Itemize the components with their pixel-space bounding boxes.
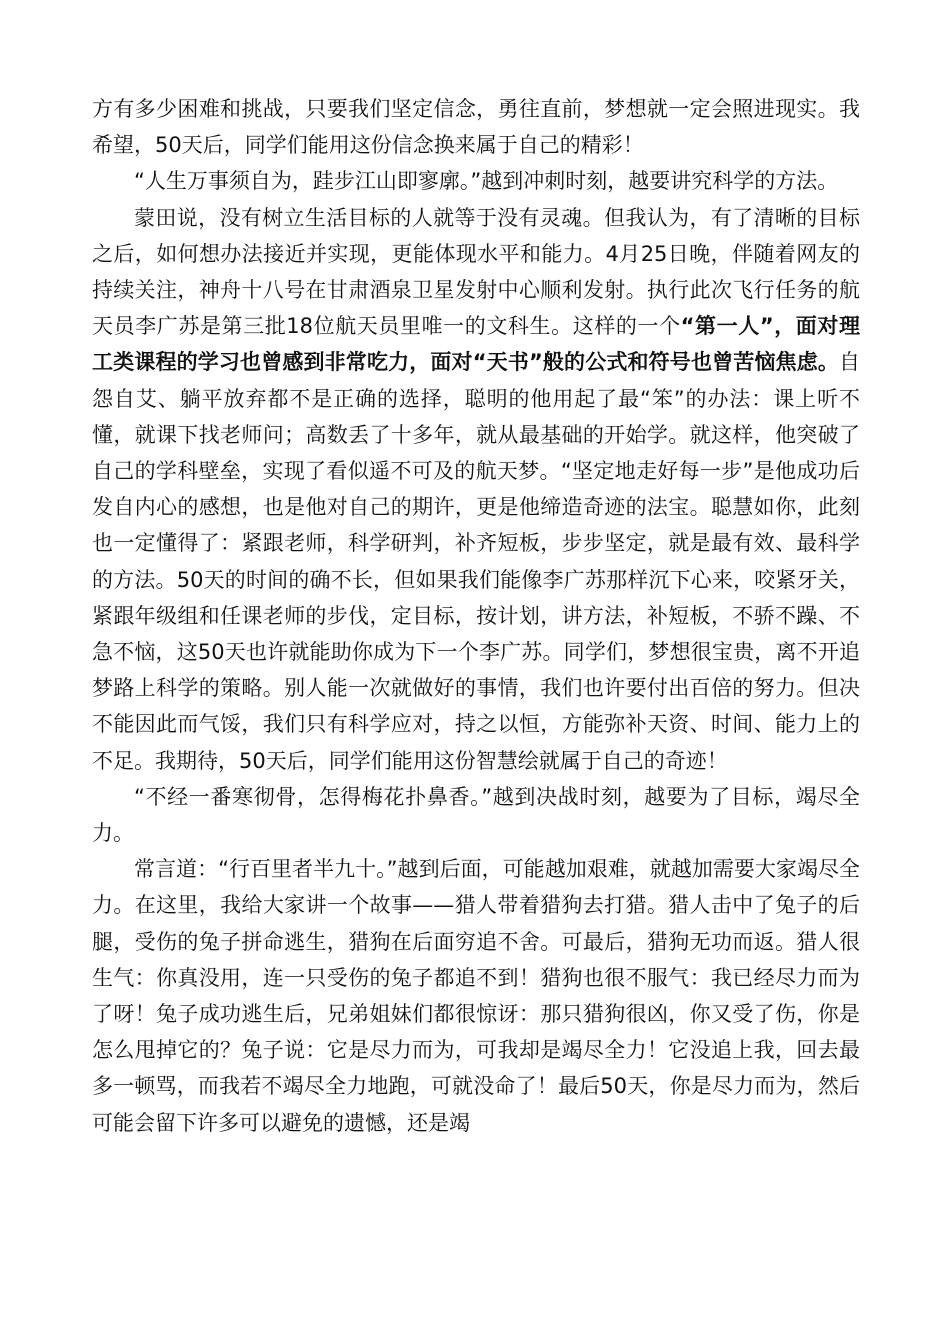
paragraph-quote-effort xyxy=(92,779,860,851)
paragraph-continuation xyxy=(92,91,860,163)
paragraph-quote-method xyxy=(92,163,860,199)
paragraph-hunter-story xyxy=(92,851,860,1141)
paragraph-text: “人生万事须自为，跬步江山即寥廓。”越到冲刺时刻，越要讲究科学的方法。 xyxy=(134,169,839,194)
paragraph-text: 常言道：“行百里者半九十。”越到后面，可能越加艰难，就越加需要大家竭尽全力。在这里，我给大家讲一个故事——猎人带着猎狗去打猎。猎人击中了兔子的后腿，受伤的兔子拼命逃生，猎狗在后面穷追不舍。可最后，猎狗无功而返。猎人很生气：你真没用，连一只受伤的兔子都追不到！猎狗也很不服气：我已经尽力而为了呀！兔子成功逃生后，兄弟姐妹们都很惊讶：那只猎狗很凶，你又受了伤，你是怎么甩掉它的？兔子说：它是尽力而为，可我却是竭尽全力！它没追上我，回去最多一顿骂，而我若不竭尽全力地跑，可就没命了！最后50天，你是尽力而为，然后可能会留下许多可以避免的遗憾，还是竭 xyxy=(92,857,860,1135)
paragraph-bold-text: “第一人”，面对理工类课程的学习也曾感到非常吃力，面对“天书”般的公式和符号也曾苦恼焦虑。 xyxy=(92,314,860,375)
paragraph-text: “不经一番寒彻骨，怎得梅花扑鼻香。”越到决战时刻，越要为了目标，竭尽全力。 xyxy=(92,784,860,846)
document-page xyxy=(92,91,860,1141)
paragraph-text: 蒙田说，没有树立生活目标的人就等于没有灵魂。但我认为，有了清晰的目标之后，如何想办法接近并实现，更能体现水平和能力。4月25日晚，伴随着网友的持续关注，神舟十八号在甘肃酒泉卫星发射中心顺利发射。执行此次飞行任务的航天员李广苏是第三批18位航天员里唯一的文科生。这样的一个 xyxy=(92,205,860,339)
paragraph-montaigne-story xyxy=(92,200,860,779)
paragraph-text: 方有多少困难和挑战，只要我们坚定信念，勇往直前，梦想就一定会照进现实。我希望，50天后，同学们能用这份信念换来属于自己的精彩！ xyxy=(92,97,860,158)
paragraph-text: 自怨自艾、躺平放弃都不是正确的选择，聪明的他用起了最“笨”的办法：课上听不懂，就课下找老师问；高数丢了十多年，就从最基础的开始学。就这样，他突破了自己的学科壁垒，实现了看似遥不可及的航天梦。“坚定地走好每一步”是他成功后发自内心的感想，也是他对自己的期许，更是他缔造奇迹的法宝。聪慧如你，此刻也一定懂得了：紧跟老师，科学研判，补齐短板，步步坚定，就是最有效、最科学的方法。50天的时间的确不长，但如果我们能像李广苏那样沉下心来，咬紧牙关，紧跟年级组和任课老师的步伐，定目标，按计划，讲方法，补短板，不骄不躁、不急不恼，这50天也许就能助你成为下一个李广苏。同学们，梦想很宝贵，离不开追梦路上科学的策略。别人能一次就做好的事情，我们也许要付出百倍的努力。但决不能因此而气馁，我们只有科学应对，持之以恒，方能弥补天资、时间、能力上的不足。我期待，50天后，同学们能用这份智慧绘就属于自己的奇迹！ xyxy=(92,350,860,773)
